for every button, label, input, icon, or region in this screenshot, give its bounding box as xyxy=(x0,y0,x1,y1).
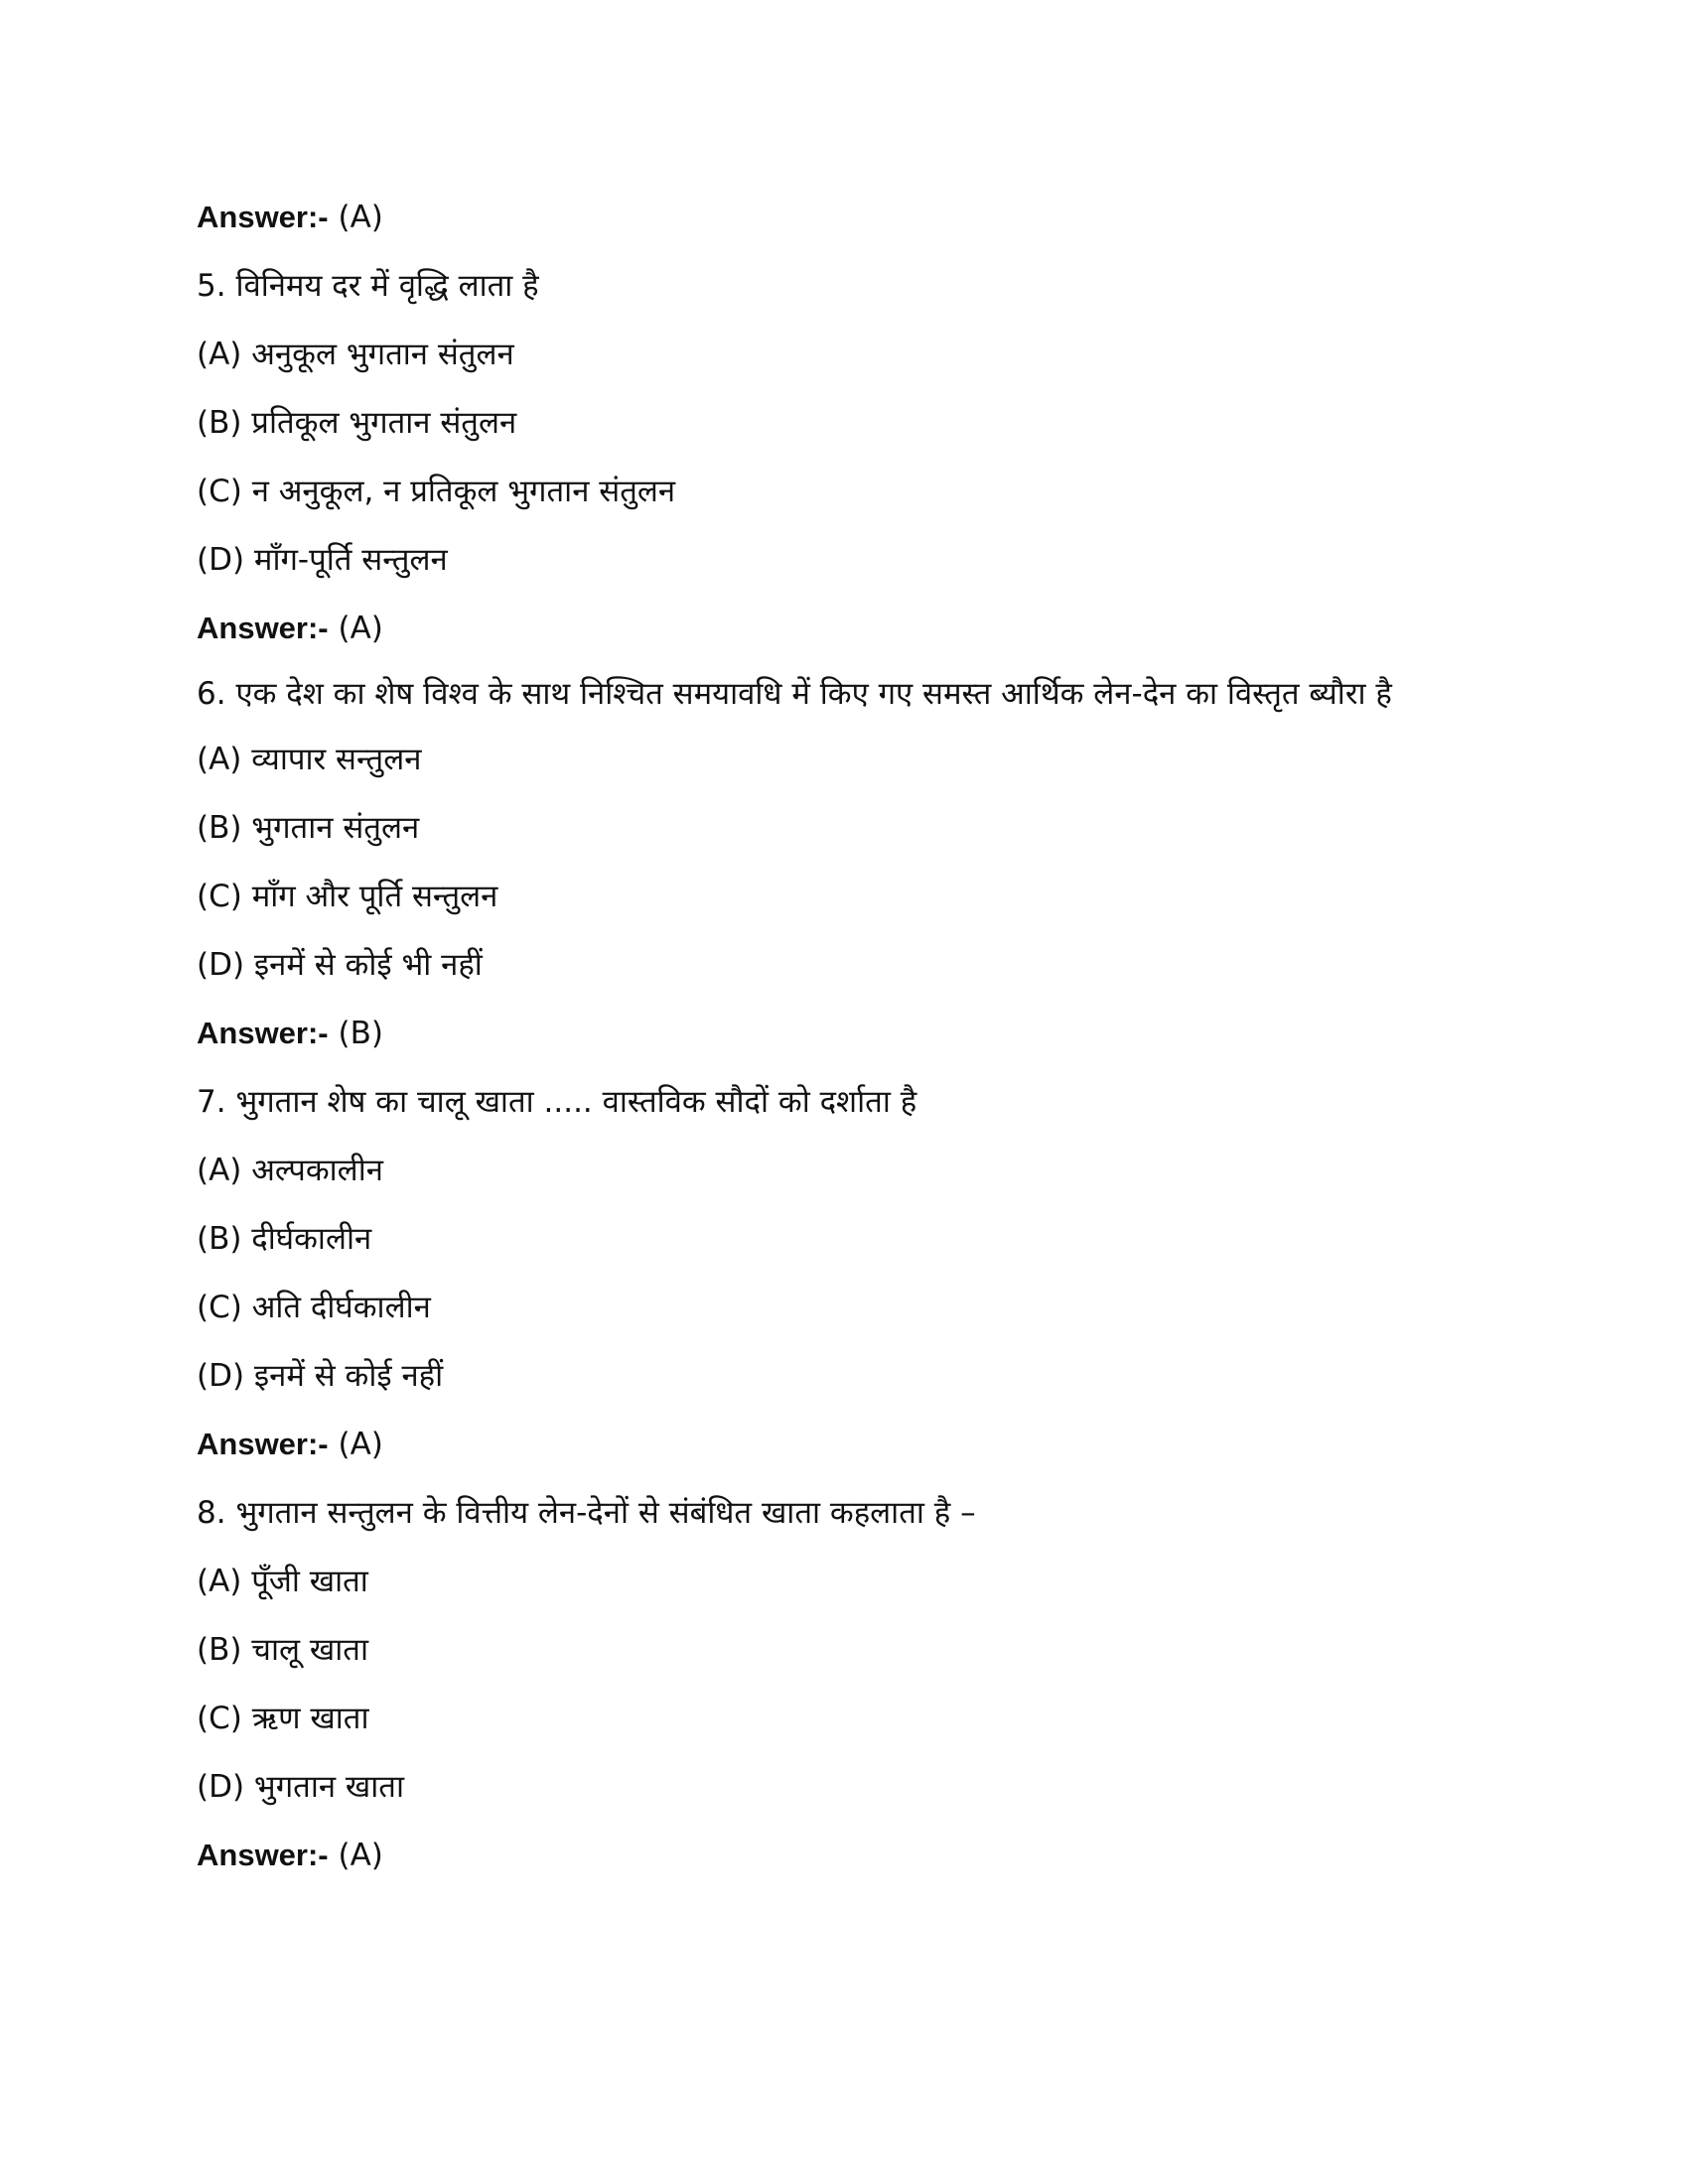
option: (D) माँग-पूर्ति सन्तुलन xyxy=(197,542,448,578)
answer-line xyxy=(197,1422,1497,1467)
question-text: एक देश का शेष विश्व के साथ निश्चित समयावधि में किए गए समस्त आर्थिक लेन-देन का विस्तृत ब्यौरा है xyxy=(235,676,1392,712)
answer-label: Answer:- xyxy=(197,200,329,234)
question-text: भुगतान सन्तुलन के वित्तीय लेन-देनों से संबंधित खाता कहलाता है – xyxy=(235,1495,976,1531)
option: (A) अनुकूल भुगतान संतुलन xyxy=(197,337,514,372)
option: (C) माँग और पूर्ति सन्तुलन xyxy=(197,879,498,914)
question-text: विनिमय दर में वृद्धि लाता है xyxy=(235,268,539,304)
answer-value: (A) xyxy=(338,1427,383,1462)
answer-label: Answer:- xyxy=(197,611,329,645)
option: (D) भुगतान खाता xyxy=(197,1769,405,1805)
question-number: 7. xyxy=(197,1084,226,1120)
question-number: 6. xyxy=(197,676,226,712)
option: (B) दीर्घकालीन xyxy=(197,1221,372,1257)
answer-value: (A) xyxy=(338,611,383,646)
option: (D) इनमें से कोई नहीं xyxy=(197,1358,444,1394)
question-number: 8. xyxy=(197,1495,226,1531)
answer-label: Answer:- xyxy=(197,1838,329,1872)
question-8 xyxy=(197,1490,1497,1536)
answer-value: (A) xyxy=(338,1838,383,1873)
answer-line xyxy=(197,195,1497,240)
answer-label: Answer:- xyxy=(197,1016,329,1050)
option: (C) ऋण खाता xyxy=(197,1701,369,1736)
option: (A) व्यापार सन्तुलन xyxy=(197,742,422,777)
answer-line xyxy=(197,606,1497,651)
answer-value: (A) xyxy=(338,200,383,235)
question-number: 5. xyxy=(197,268,226,304)
option: (D) इनमें से कोई भी नहीं xyxy=(197,947,483,983)
answer-value: (B) xyxy=(338,1016,383,1051)
option: (B) भुगतान संतुलन xyxy=(197,810,420,846)
answer-line xyxy=(197,1833,1497,1878)
question-text: भुगतान शेष का चालू खाता ..... वास्तविक सौदों को दर्शाता है xyxy=(235,1084,917,1120)
answer-label: Answer:- xyxy=(197,1427,329,1461)
option: (B) चालू खाता xyxy=(197,1632,368,1668)
option: (C) न अनुकूल, न प्रतिकूल भुगतान संतुलन xyxy=(197,474,676,509)
document-page xyxy=(197,195,1497,1901)
option: (A) अल्पकालीन xyxy=(197,1153,383,1188)
question-5 xyxy=(197,263,1497,309)
option: (A) पूँजी खाता xyxy=(197,1564,368,1599)
option: (B) प्रतिकूल भुगतान संतुलन xyxy=(197,405,517,441)
question-6 xyxy=(197,674,1497,714)
option: (C) अति दीर्घकालीन xyxy=(197,1290,431,1325)
answer-line xyxy=(197,1011,1497,1056)
question-7 xyxy=(197,1079,1497,1125)
